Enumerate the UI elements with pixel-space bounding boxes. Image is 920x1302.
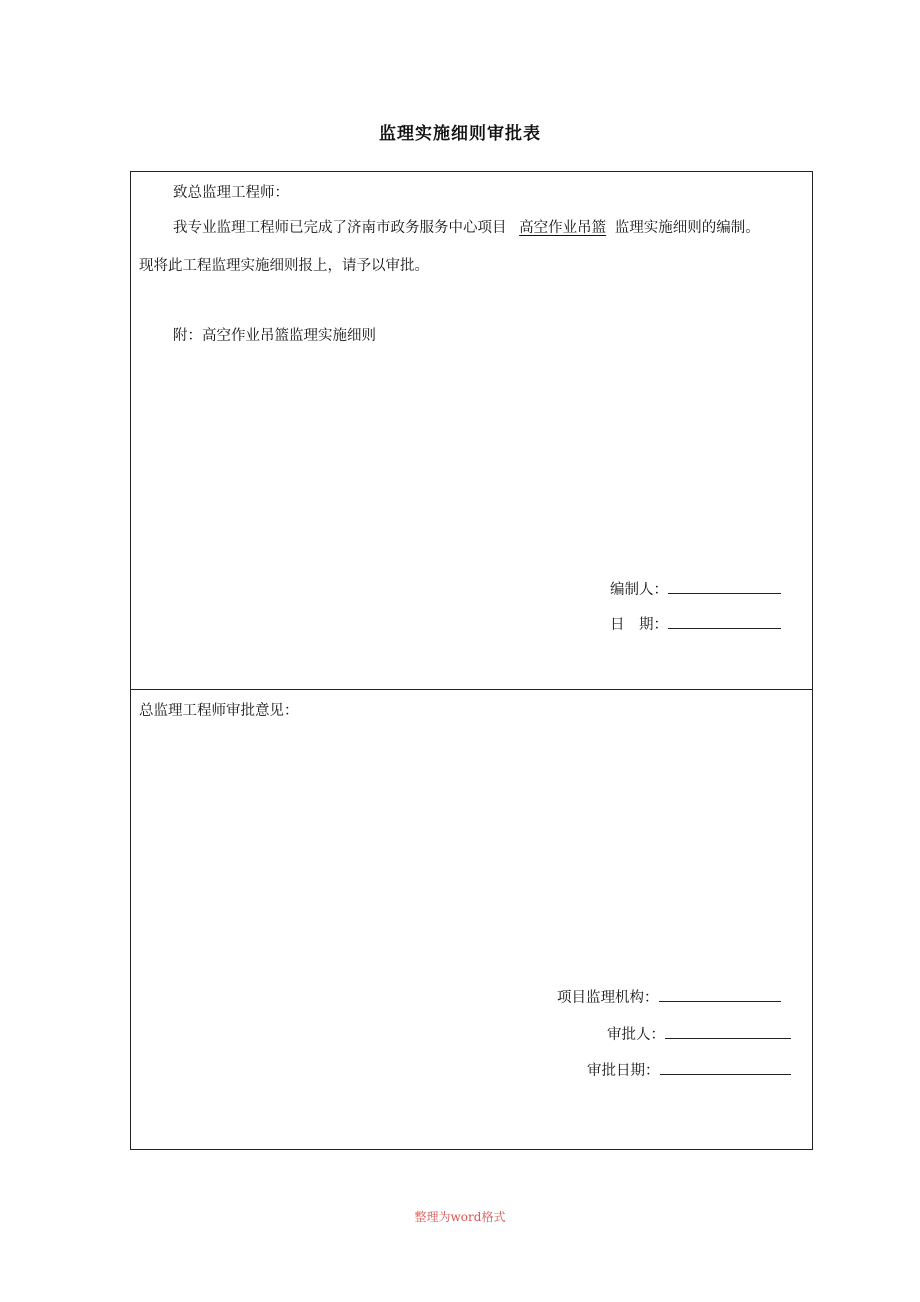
approver-label: 审批人： [607, 1027, 665, 1043]
body-suffix: 监理实施细则的编制。 [614, 220, 760, 236]
approve-date-signature-line[interactable] [660, 1062, 791, 1075]
org-signature-row [557, 989, 781, 1007]
body-prefix: 我专业监理工程师已完成了济南市政务服务中心项目 [173, 220, 507, 236]
date-label: 日 期： [610, 617, 668, 633]
salutation: 致总监理工程师： [173, 185, 289, 201]
section-divider [131, 689, 812, 690]
page-title: 监理实施细则审批表 [379, 124, 541, 144]
footer-note: 整理为word格式 [414, 1210, 506, 1224]
preparer-signature-line[interactable] [668, 581, 781, 594]
body-paragraph-line2: 现将此工程监理实施细则报上，请予以审批。 [139, 258, 429, 274]
org-label: 项目监理机构： [557, 990, 659, 1006]
date-signature-line[interactable] [668, 616, 781, 629]
approver-signature-line[interactable] [665, 1026, 791, 1039]
attachment-note: 附：高空作业吊篮监理实施细则 [173, 328, 376, 344]
date-signature-row [610, 616, 781, 634]
body-paragraph-line1 [173, 219, 760, 237]
approver-signature-row [607, 1026, 791, 1044]
preparer-signature-row [610, 581, 781, 599]
preparer-label: 编制人： [610, 582, 668, 598]
approve-date-signature-row [587, 1062, 791, 1080]
opinion-label: 总监理工程师审批意见： [139, 703, 299, 719]
project-item: 高空作业吊篮 [519, 220, 607, 236]
org-signature-line[interactable] [659, 989, 781, 1002]
approve-date-label: 审批日期： [587, 1063, 660, 1079]
approval-form-table [130, 171, 813, 1150]
